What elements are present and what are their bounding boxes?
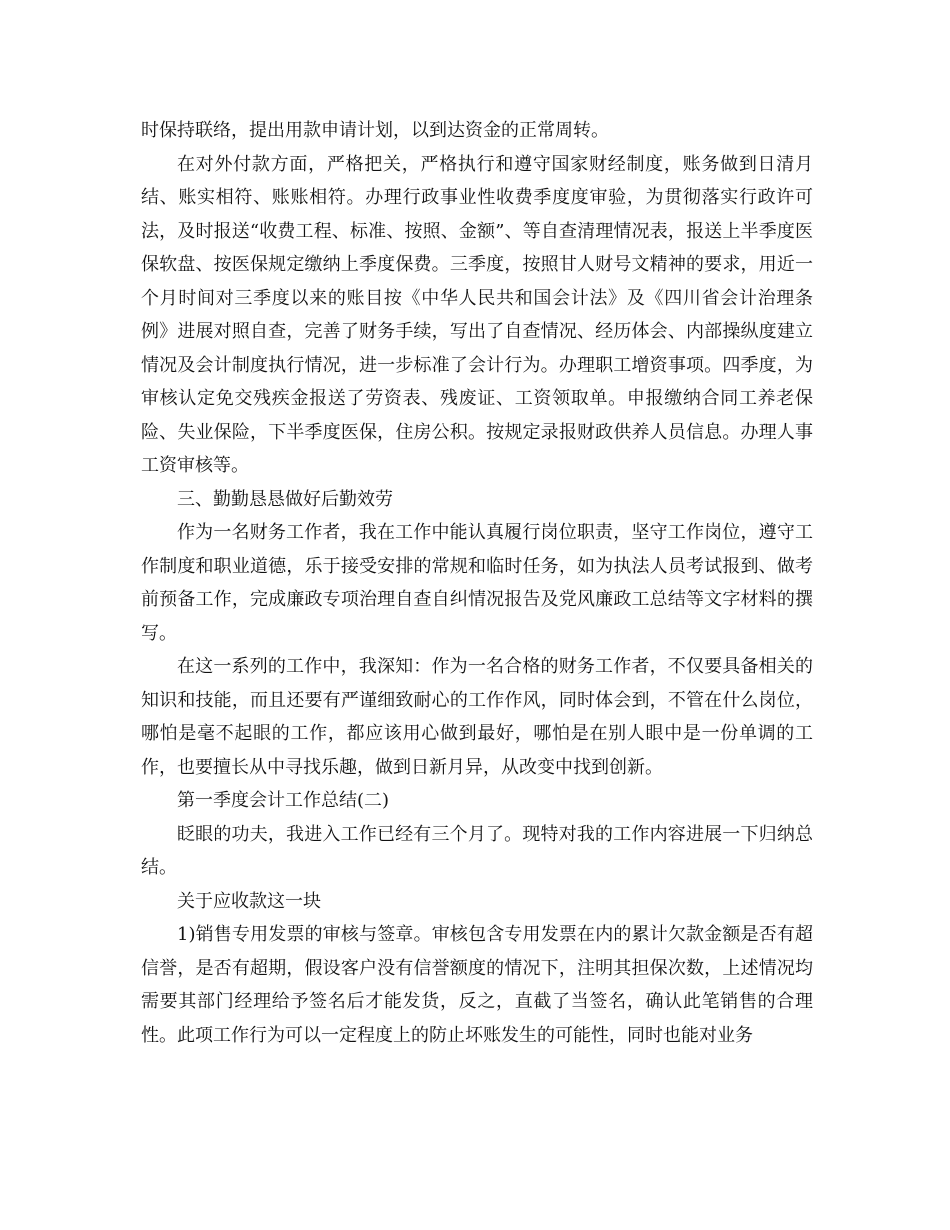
paragraph-reflection: 在这一系列的工作中，我深知：作为一名合格的财务工作者，不仅要具备相关的知识和技能，而且还要有严谨细致耐心的工作作风，同时体会到，不管在什么岗位，哪怕是毫不起眼的工作，都应该用心做到最好，哪怕是在别人眼中是一份单调的工作，也要擅长从中寻找乐趣，做到日新月异，从改变中找到创新。	[141, 656, 813, 778]
subheading-receivables: 关于应收款这一块	[177, 890, 321, 912]
section-heading-logistics-service: 三、勤勤恳恳做好后勤效劳	[177, 488, 393, 510]
paragraph-external-payments: 在对外付款方面，严格把关，严格执行和遵守国家财经制度，账务做到日清月结、账实相符、账账相符。办理行政事业性收费季度度审验，为贯彻落实行政许可法，及时报送“收费工程、标准、按照、金额”、等自查清理情况表，报送上半季度医保软盘、按医保规定缴纳上季度保费。三季度，按照甘人财号文精神的要求，用近一个月时间对三季度以来的账目按《中华人民共和国会计法》及《四川省会计治理条例》进展对照自查，完善了财务手续，写出了自查情况、经历体会、内部操纵度建立情况及会计制度执行情况，进一步标准了会计行为。办理职工增资事项。四季度，为审核认定免交残疾金报送了劳资表、残废证、工资领取单。申报缴纳合同工养老保险、失业保险，下半季度医保，住房公积。按规定录报财政供养人员信息。办理人事工资审核等。	[141, 153, 813, 476]
document-body	[141, 114, 813, 1052]
paragraph-continuation: 时保持联络，提出用款申请计划，以到达资金的正常周转。	[141, 120, 609, 141]
paragraph-invoice-review: 1)销售专用发票的审核与签章。审核包含专用发票在内的累计欠款金额是否有超信誉，是否有超期，假设客户没有信誉额度的情况下，注明其担保次数，上述情况均需要其部门经理给予签名后才能发货，反之，直截了当签名，确认此笔销售的合理性。此项工作行为可以一定程度上的防止坏账发生的可能性，同时也能对业务	[141, 924, 813, 1046]
paragraph-duties: 作为一名财务工作者，我在工作中能认真履行岗位职责，坚守工作岗位，遵守工作制度和职业道德，乐于接受安排的常规和临时任务，如为执法人员考试报到、做考前预备工作，完成廉政专项治理自查自纠情况报告及党风廉政工总结等文字材料的撰写。	[141, 522, 813, 644]
paragraph-introduction: 眨眼的功夫，我进入工作已经有三个月了。现特对我的工作内容进展一下归纳总结。	[141, 823, 813, 878]
section-heading-q1-summary-2: 第一季度会计工作总结(二)	[177, 790, 390, 811]
